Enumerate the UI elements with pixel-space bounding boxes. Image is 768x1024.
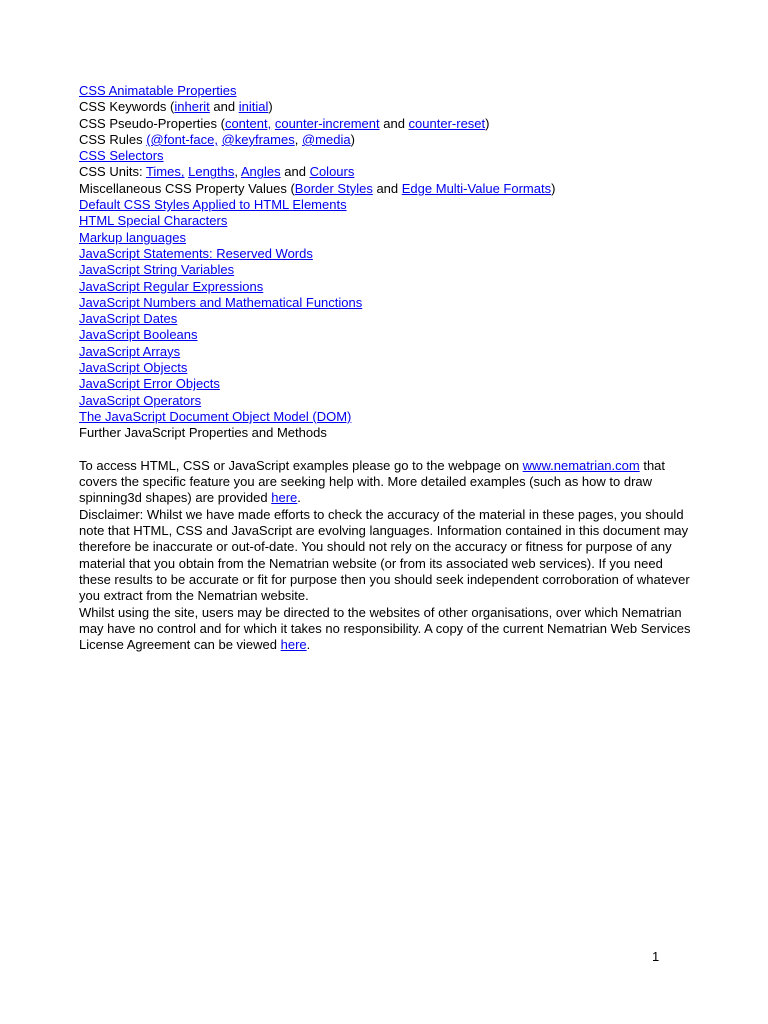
link-content[interactable]: content, — [224, 115, 272, 131]
misc-css-label: Miscellaneous CSS Property Values ( — [79, 180, 295, 196]
link-here-examples[interactable]: here — [271, 490, 298, 506]
separator-text: ) — [268, 99, 273, 115]
list-item — [79, 344, 691, 360]
license-text: Whilst using the site, users may be directed to the websites of other organisations, over which Nematrian may have no control and for which it takes no responsibility. A copy of the current Nematrian Web Services License Agreement can be viewed — [79, 604, 691, 653]
link-js-statements[interactable]: JavaScript Statements: Reserved Words — [79, 245, 313, 261]
separator-text: ) — [551, 180, 556, 196]
link-default-css-styles[interactable]: Default CSS Styles Applied to HTML Elements — [79, 197, 347, 213]
link-keyframes[interactable]: @keyframes — [221, 131, 295, 147]
link-counter-increment[interactable]: counter-increment — [274, 115, 380, 131]
list-item — [79, 425, 691, 441]
link-js-numbers[interactable]: JavaScript Numbers and Mathematical Functions — [79, 294, 363, 310]
link-times[interactable]: Times, — [145, 164, 185, 180]
link-js-operators[interactable]: JavaScript Operators — [79, 392, 202, 408]
page-content — [79, 83, 691, 653]
link-css-animatable-properties[interactable]: CSS Animatable Properties — [79, 83, 237, 98]
link-colours[interactable]: Colours — [309, 164, 355, 180]
link-angles[interactable]: Angles — [240, 164, 281, 180]
access-paragraph — [79, 458, 691, 507]
list-item — [79, 164, 691, 180]
link-initial[interactable]: initial — [238, 99, 269, 115]
link-inherit[interactable]: inherit — [174, 99, 210, 115]
link-media[interactable]: @media — [301, 131, 351, 147]
list-item — [79, 116, 691, 132]
link-js-dates[interactable]: JavaScript Dates — [79, 311, 178, 327]
separator-text: and — [379, 115, 409, 131]
access-text: that covers the specific feature you are seeking help with. More detailed examples (such as how to draw spinning3d shapes) are provided — [79, 457, 666, 506]
css-units-label: CSS Units: — [79, 164, 146, 180]
list-item — [79, 311, 691, 327]
link-js-string-variables[interactable]: JavaScript String Variables — [79, 262, 235, 278]
css-keywords-label: CSS Keywords ( — [79, 99, 175, 115]
list-item — [79, 230, 691, 246]
license-paragraph — [79, 605, 691, 654]
list-item — [79, 197, 691, 213]
list-item — [79, 360, 691, 376]
list-item — [79, 99, 691, 115]
separator-text: , — [294, 131, 302, 147]
list-item — [79, 246, 691, 262]
separator-text: ) — [350, 131, 355, 147]
list-item — [79, 262, 691, 278]
link-css-selectors[interactable]: CSS Selectors — [79, 148, 164, 164]
css-pseudo-properties-label: CSS Pseudo-Properties ( — [79, 115, 225, 131]
link-font-face[interactable]: (@font-face, — [146, 131, 218, 147]
link-js-error-objects[interactable]: JavaScript Error Objects — [79, 376, 220, 392]
separator-text: and — [372, 180, 402, 196]
link-here-license[interactable]: here — [280, 637, 307, 653]
link-html-special-characters[interactable]: HTML Special Characters — [79, 213, 228, 229]
list-item — [79, 132, 691, 148]
separator-text: and — [280, 164, 310, 180]
spacer — [79, 442, 691, 458]
further-js-text: Further JavaScript Properties and Methods — [79, 425, 327, 441]
page-number: 1 — [652, 949, 660, 964]
access-text: . — [297, 490, 301, 506]
list-item — [79, 213, 691, 229]
link-js-booleans[interactable]: JavaScript Booleans — [79, 327, 198, 343]
link-counter-reset[interactable]: counter-reset — [408, 115, 486, 131]
list-item — [79, 393, 691, 409]
list-item — [79, 279, 691, 295]
disclaimer-paragraph: Disclaimer: Whilst we have made efforts to check the accuracy of the material in these pages, you should note that HTML, CSS and JavaScript are evolving languages. Information contained in this document may therefore be inaccurate or out-of-date. You should not rely on the accuracy or fitness for purpose of any material that you obtain from the Nematrian website (or from its associated web services). If you need these results to be accurate or fit for purpose then you should seek independent corroboration of whatever you extract from the Nematrian website. — [79, 506, 690, 604]
access-text: To access HTML, CSS or JavaScript examples please go to the webpage on — [79, 457, 523, 473]
link-js-regular-expressions[interactable]: JavaScript Regular Expressions — [79, 278, 264, 294]
link-js-dom[interactable]: The JavaScript Document Object Model (DOM) — [79, 408, 352, 424]
list-item — [79, 376, 691, 392]
list-item — [79, 295, 691, 311]
list-item — [79, 327, 691, 343]
separator-text: ) — [485, 115, 490, 131]
link-markup-languages[interactable]: Markup languages — [79, 229, 186, 245]
link-js-arrays[interactable]: JavaScript Arrays — [79, 343, 181, 359]
link-edge-multi-value-formats[interactable]: Edge Multi-Value Formats — [401, 180, 552, 196]
license-text: . — [306, 637, 311, 653]
css-rules-label: CSS Rules — [79, 131, 147, 147]
separator-text: , — [234, 164, 241, 180]
link-border-styles[interactable]: Border Styles — [294, 180, 373, 196]
list-item — [79, 181, 691, 197]
link-lengths[interactable]: Lengths — [188, 164, 235, 180]
list-item — [79, 409, 691, 425]
list-item — [79, 148, 691, 164]
link-nematrian-website[interactable]: www.nematrian.com — [522, 457, 640, 473]
separator-text: and — [209, 99, 239, 115]
list-item — [79, 83, 691, 99]
link-js-objects[interactable]: JavaScript Objects — [79, 360, 188, 376]
